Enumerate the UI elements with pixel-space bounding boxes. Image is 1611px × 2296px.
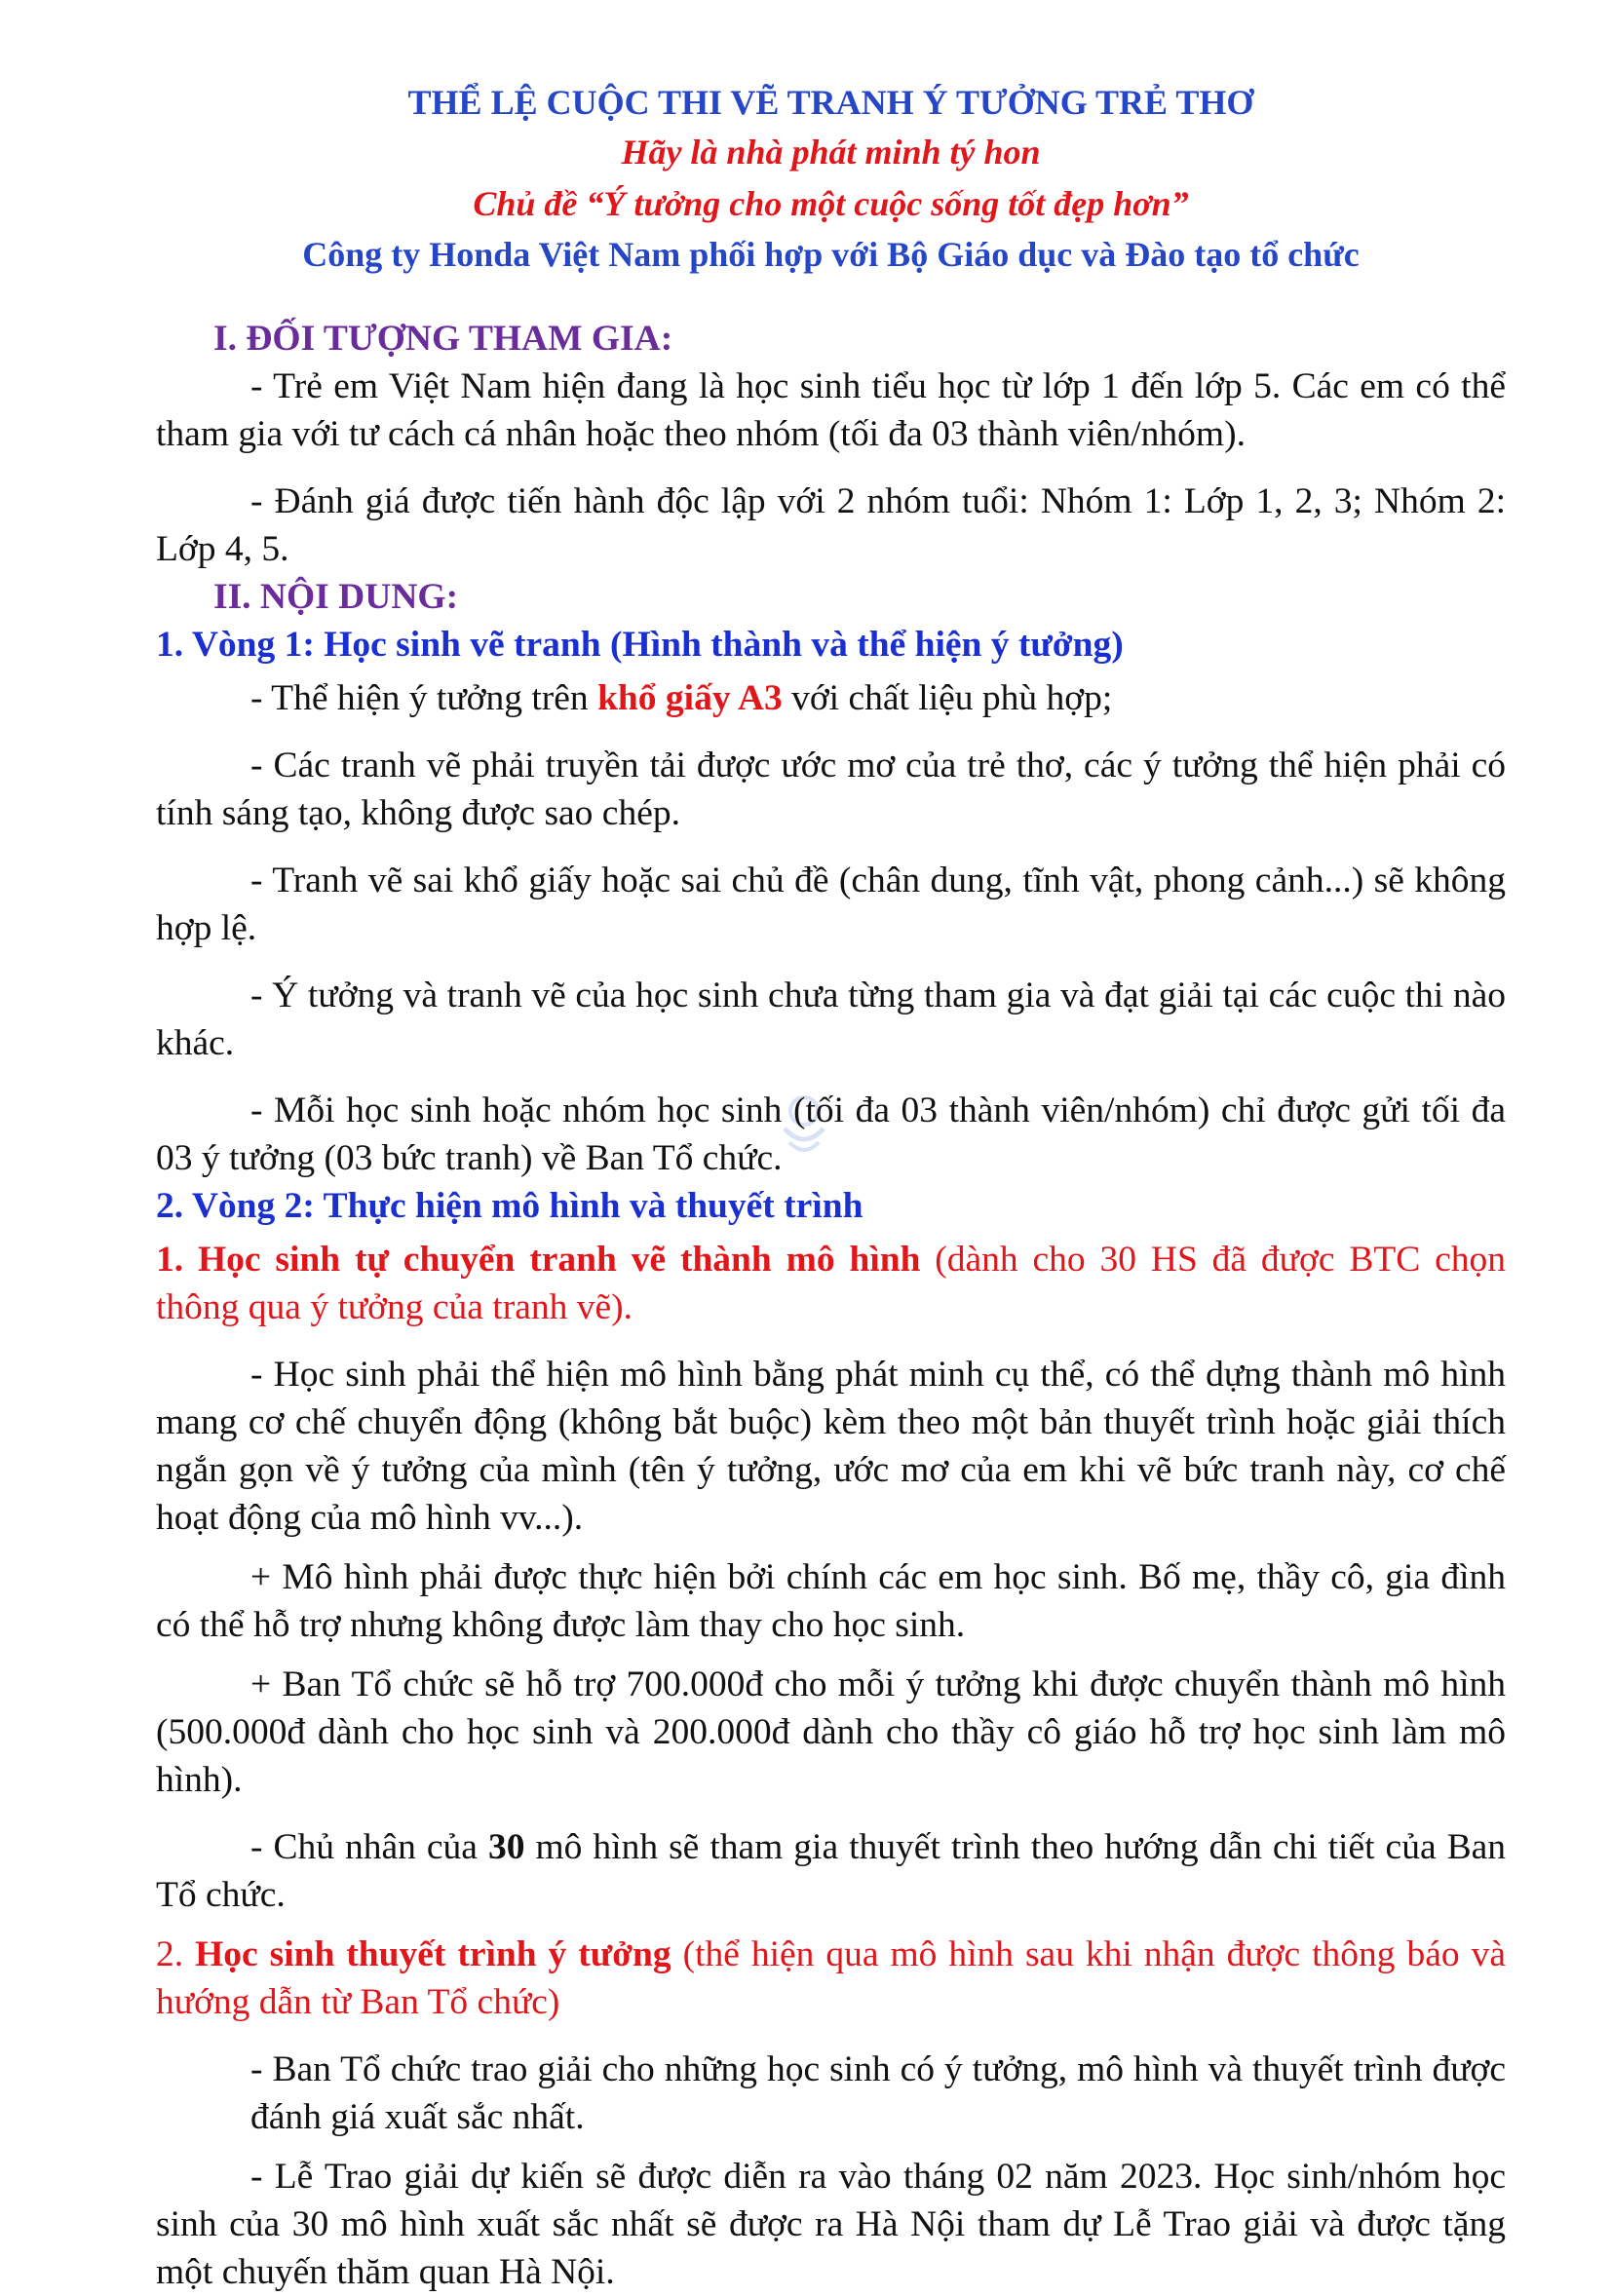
paragraph: - Tranh vẽ sai khổ giấy hoặc sai chủ đề (chân dung, tĩnh vật, phong cảnh...) sẽ không hợp lệ. — [156, 861, 1506, 948]
paragraph: - Mỗi học sinh hoặc nhóm học sinh (tối đa 03 thành viên/nhóm) chỉ được gửi tối đa 03 ý tưởng (03 bức tranh) về Ban Tổ chức. — [156, 1091, 1506, 1178]
document-slogan: Hãy là nhà phát minh tý hon — [621, 133, 1041, 172]
paragraph: - Lễ Trao giải dự kiến sẽ được diễn ra vào tháng 02 năm 2023. Học sinh/nhóm học sinh của 30 mô hình xuất sắc nhất sẽ được ra Hà Nội tham dự Lễ Trao giải và được tặng một chuyến thăm quan Hà Nội. — [156, 2157, 1506, 2292]
document-organizer: Công ty Honda Việt Nam phối hợp với Bộ Giáo dục và Đào tạo tổ chức — [302, 235, 1360, 274]
paragraph: - Ban Tổ chức trao giải cho những học sinh có ý tưởng, mô hình và thuyết trình được đánh giá xuất sắc nhất. — [250, 2049, 1506, 2137]
step1-heading: 1. Học sinh tự chuyển tranh vẽ thành mô hình (dành cho 30 HS đã được BTC chọn thông qua ý tưởng của tranh vẽ). — [156, 1240, 1507, 1327]
document-theme: Chủ đề “Ý tưởng cho một cuộc sống tốt đẹp hơn” — [473, 184, 1189, 223]
document-title: THỂ LỆ CUỘC THI VẼ TRANH Ý TƯỞNG TRẺ THƠ — [407, 83, 1254, 122]
paragraph: - Chủ nhân của 30 mô hình sẽ tham gia thuyết trình theo hướng dẫn chi tiết của Ban Tổ chức. — [156, 1827, 1507, 1915]
paragraph: - Học sinh phải thể hiện mô hình bằng phát minh cụ thể, có thể dựng thành mô hình mang cơ chế chuyển động (không bắt buộc) kèm theo một bản thuyết trình hoặc giải thích ngắn gọn về ý tưởng của mình (tên ý tưởng, ước mơ của em khi vẽ bức tranh này, cơ chế hoạt động của mô hình vv...). — [156, 1355, 1506, 1538]
paragraph: - Đánh giá được tiến hành độc lập với 2 nhóm tuổi: Nhóm 1: Lớp 1, 2, 3; Nhóm 2: Lớp 4, 5. — [156, 481, 1506, 569]
paragraph: + Mô hình phải được thực hiện bởi chính các em học sinh. Bố mẹ, thầy cô, gia đình có thể hỗ trợ nhưng không được làm thay cho học sinh. — [156, 1557, 1506, 1645]
section-heading-content: II. NỘI DUNG: — [213, 577, 459, 617]
paper-size-highlight: khổ giấy A3 — [597, 678, 783, 718]
paragraph: - Thể hiện ý tưởng trên khổ giấy A3 với chất liệu phù hợp; — [250, 678, 1113, 718]
step2-heading: 2. Học sinh thuyết trình ý tưởng (thể hiện qua mô hình sau khi nhận được thông báo và hướng dẫn từ Ban Tổ chức) — [156, 1934, 1507, 2022]
paragraph: - Các tranh vẽ phải truyền tải được ước mơ của trẻ thơ, các ý tưởng thể hiện phải có tính sáng tạo, không được sao chép. — [156, 746, 1506, 833]
paragraph: + Ban Tổ chức sẽ hỗ trợ 700.000đ cho mỗi ý tưởng khi được chuyển thành mô hình (500.000đ dành cho học sinh và 200.000đ dành cho thầy cô giáo hỗ trợ học sinh làm mô hình). — [156, 1665, 1506, 1800]
round1-heading: 1. Vòng 1: Học sinh vẽ tranh (Hình thành và thể hiện ý tưởng) — [156, 625, 1124, 665]
document-body — [156, 78, 1506, 2296]
paragraph: - Trẻ em Việt Nam hiện đang là học sinh tiểu học từ lớp 1 đến lớp 5. Các em có thể tham gia với tư cách cá nhân hoặc theo nhóm (tối đa 03 thành viên/nhóm). — [156, 366, 1506, 454]
round2-heading: 2. Vòng 2: Thực hiện mô hình và thuyết trình — [156, 1186, 863, 1226]
section-heading-participants: I. ĐỐI TƯỢNG THAM GIA: — [213, 319, 673, 359]
paragraph: - Ý tưởng và tranh vẽ của học sinh chưa từng tham gia và đạt giải tại các cuộc thi nào khác. — [156, 976, 1506, 1063]
